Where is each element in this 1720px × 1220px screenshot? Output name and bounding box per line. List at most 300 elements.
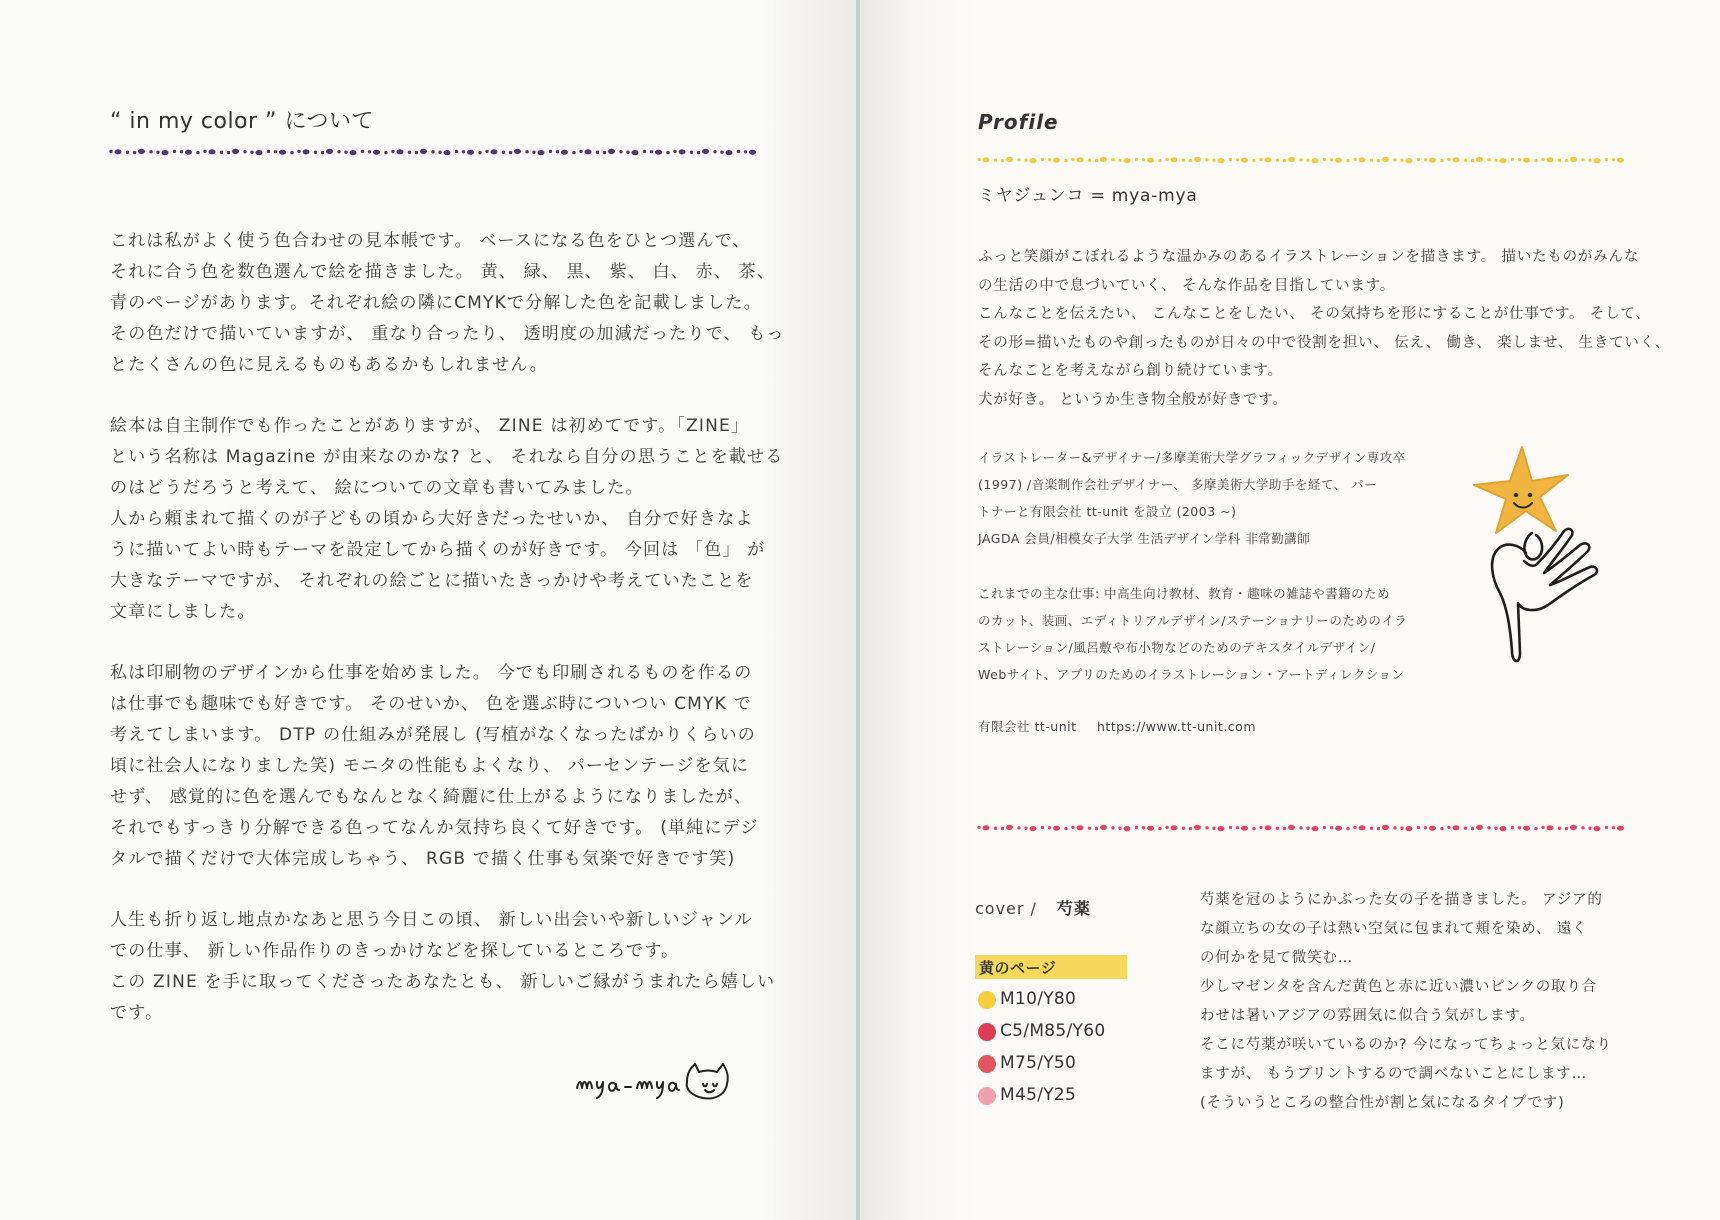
divider-dot — [467, 150, 474, 155]
divider-dot — [1570, 157, 1577, 162]
divider-dot — [1617, 158, 1624, 163]
divider-dot — [1453, 825, 1460, 830]
divider-dot — [1541, 158, 1544, 161]
divider-dot — [1417, 158, 1420, 161]
divider-dot — [133, 151, 136, 154]
divider-dot — [1236, 158, 1239, 161]
divider-dot — [1142, 826, 1145, 829]
divider-dot — [1424, 826, 1427, 829]
divider-dot — [1205, 158, 1208, 161]
divider-dot — [538, 150, 545, 155]
divider-dot — [1135, 826, 1138, 829]
divider-dot — [1241, 158, 1248, 163]
divider-dot — [585, 149, 592, 154]
divider-dot — [1017, 826, 1020, 829]
divider-dot — [1464, 159, 1467, 162]
text-line: での仕事、 新しい作品作りのきっかけなどを探しているところです。 — [110, 941, 680, 961]
divider-dot — [1265, 157, 1272, 162]
divider-dot — [267, 150, 270, 153]
divider-dot — [697, 151, 700, 154]
divider-dot — [1393, 826, 1396, 829]
divider-dot — [1189, 159, 1192, 162]
divider-dot — [556, 150, 559, 153]
divider-dot — [1335, 826, 1342, 831]
swatch-label: M75/Y50 — [1000, 1053, 1077, 1073]
divider-dot — [603, 151, 606, 154]
text-line: ますが、 もうプリントするので調べないことにします… — [1200, 1066, 1587, 1082]
divider-dot — [1071, 826, 1074, 829]
divider-dot — [1283, 827, 1286, 830]
divider-dot — [1500, 158, 1507, 163]
text-line: のカット、装画、エディトリアルデザイン/ステーショナリーのためのイラ — [978, 613, 1408, 628]
divider-dot — [227, 151, 230, 154]
essay-paragraph-2 — [110, 411, 784, 628]
divider-dot — [1095, 827, 1098, 830]
divider-dot — [478, 151, 481, 154]
company-info — [978, 717, 1256, 735]
divider-dot — [1088, 159, 1091, 162]
divider-dot — [679, 149, 686, 154]
divider-dot — [444, 150, 451, 155]
divider-dot — [994, 159, 997, 162]
divider-dot — [1359, 825, 1366, 830]
divider-dot — [514, 149, 521, 154]
divider-dot — [1382, 157, 1389, 162]
divider-dot — [408, 151, 411, 154]
divider-dot — [485, 150, 488, 153]
divider-dot — [713, 150, 716, 153]
divider-dot — [1429, 158, 1436, 163]
text-line: (そういうところの整合性が割と気になるタイプです) — [1200, 1095, 1565, 1111]
company-url-link[interactable]: https://www.tt-unit.com — [1097, 719, 1257, 734]
divider-dot — [361, 150, 364, 153]
divider-dot — [196, 151, 199, 154]
divider-dot — [1095, 159, 1098, 162]
divider-dot — [203, 150, 206, 153]
divider-dot — [1547, 157, 1554, 162]
divider-dot — [274, 150, 277, 153]
text-line: 犬が好き。 というか生き物全般が好きです。 — [978, 391, 1288, 408]
swatch-dot-icon — [978, 1055, 996, 1073]
divider-dot — [1229, 826, 1232, 829]
divider-dot — [619, 150, 622, 153]
text-line: うに描いてよい時もテーマを設定してから描くのが好きです。 今回は 「色」 が — [110, 540, 766, 560]
text-line: この ZINE を手に取ってくださったあなたとも、 新しいご縁がうまれたら嬉しい — [110, 972, 776, 992]
text-line: の何かを見て微笑む… — [1200, 950, 1353, 966]
divider-dot — [1306, 159, 1309, 162]
divider-dot — [983, 825, 990, 830]
divider-dot — [1077, 825, 1084, 830]
essay-body — [110, 226, 785, 1059]
divider-dot — [1283, 159, 1286, 162]
divider-dot — [977, 158, 980, 161]
divider-dot — [209, 149, 216, 154]
divider-dot — [1500, 826, 1507, 831]
divider-dot — [290, 151, 293, 154]
left-page — [0, 0, 858, 1220]
text-line: ふっと笑顔がこぼれるような温かみのあるイラストレーションを描きます。 描いたものがみんな — [978, 249, 1640, 265]
divider-dot — [1182, 827, 1185, 830]
author-name: ミヤジュンコ = mya-mya — [978, 186, 1198, 206]
divider-dot — [1534, 159, 1537, 162]
divider-dot — [1276, 827, 1279, 830]
divider-dot — [1124, 826, 1131, 831]
divider-dot — [702, 149, 709, 154]
divider-dot — [1400, 827, 1403, 830]
divider-dot — [321, 151, 324, 154]
divider-dot — [1346, 159, 1349, 162]
divider-dot — [1417, 826, 1420, 829]
divider-dot — [1440, 159, 1443, 162]
divider-dot — [109, 150, 112, 153]
text-line: 少しマゼンタを含んだ黄色と赤に近い濃いピンクの取り合 — [1200, 979, 1597, 995]
text-line: 人から頼まれて描くのが子どもの頃から大好きだったせいか、 自分で好きなよ — [110, 509, 754, 529]
divider-dot — [561, 150, 568, 155]
divider-dot — [1594, 826, 1601, 831]
swatch-dot-icon — [978, 1087, 996, 1105]
text-line: トナーと有限会社 tt-unit を設立 (2003 ~) — [978, 504, 1237, 519]
text-line: 考えてしまいます。 DTP の仕組みが発展し (写植がなくなったばかりくらいの — [110, 725, 757, 745]
divider-dot — [1335, 158, 1342, 163]
divider-dot — [549, 150, 552, 153]
divider-dot — [1440, 827, 1443, 830]
text-line: Webサイト、アプリのためのイラストレーション・アートディレクション — [978, 667, 1405, 682]
divider-dot — [1476, 825, 1483, 830]
divider-dot — [115, 149, 122, 154]
cover-description — [1200, 886, 1620, 1118]
divider-dot — [1229, 158, 1232, 161]
text-line: は仕事でも趣味でも好きです。 そのせいか、 色を選ぶ時についつい CMYK で — [110, 694, 752, 714]
divider-dot — [1447, 826, 1450, 829]
divider-dot — [384, 151, 387, 154]
divider-dot — [256, 150, 263, 155]
divider-dot — [350, 150, 357, 155]
cover-flower-name: 芍薬 — [1056, 899, 1091, 918]
divider-dot — [1111, 158, 1114, 161]
divider-dot — [1581, 158, 1584, 161]
divider-dot — [744, 150, 747, 153]
divider-dot — [1165, 826, 1168, 829]
divider-dot — [1323, 158, 1326, 161]
divider-dot — [1165, 158, 1168, 161]
divider-dot — [1064, 159, 1067, 162]
divider-dot — [509, 151, 512, 154]
divider-dot — [1518, 158, 1521, 161]
page-tag-label: 黄のページ — [979, 959, 1057, 977]
divider-dot — [1147, 826, 1154, 831]
divider-dot — [1124, 158, 1131, 163]
divider-dot — [1558, 159, 1561, 162]
divider-dot — [303, 149, 310, 154]
divider-dot — [1523, 826, 1530, 831]
divider-dot — [1377, 159, 1380, 162]
divider-dot — [279, 150, 286, 155]
divider-dot — [1393, 158, 1396, 161]
divider-dot — [1006, 825, 1013, 830]
text-line: (1997) /音楽制作会社デザイナー、 多摩美術大学助手を経て、 パー — [978, 477, 1378, 492]
divider-dot — [326, 149, 333, 154]
swatch-label: C5/M85/Y60 — [1000, 1021, 1106, 1041]
divider-dot — [314, 151, 317, 154]
divider-dot — [626, 151, 629, 154]
profile-intro — [978, 243, 1671, 415]
divider-dot — [572, 151, 575, 154]
divider-dot — [1259, 158, 1262, 161]
divider-dot — [1534, 827, 1537, 830]
divider-dot — [1617, 826, 1624, 831]
text-line: のはどうだろうと考えて、 絵についての文章も書いてみました。 — [110, 478, 644, 498]
divider-dot — [1100, 825, 1107, 830]
text-line: です。 — [110, 1003, 164, 1023]
divider-dot — [977, 826, 980, 829]
divider-dot — [462, 150, 465, 153]
divider-dot — [373, 150, 380, 155]
text-line: イラストレーター&デザイナー/多摩美術大学グラフィックデザイン専攻卒 — [978, 450, 1406, 465]
divider-dot — [1048, 826, 1051, 829]
divider-dot — [1424, 158, 1427, 161]
divider-dot — [994, 827, 997, 830]
divider-dot — [643, 150, 646, 153]
divider-dot — [1494, 159, 1497, 162]
divider-dot — [1048, 158, 1051, 161]
essay-paragraph-4 — [110, 905, 776, 1029]
divider-dot — [243, 150, 246, 153]
divider-dot — [1001, 159, 1004, 162]
divider-dot — [250, 151, 253, 154]
divider-dot — [1276, 159, 1279, 162]
divider-dot — [1330, 826, 1333, 829]
text-line: 頃に社会人になりました笑) モニタの性能もよくなり、 パーセンテージを気に — [110, 756, 750, 776]
divider-dot — [180, 150, 183, 153]
dotted-divider-red — [976, 823, 1624, 833]
cover-heading — [975, 896, 1091, 919]
text-line: 絵本は自主制作でも作ったことがありますが、 ZINE は初めてです。「ZINE」 — [110, 416, 750, 436]
divider-dot — [1194, 825, 1201, 830]
text-line: 私は印刷物のデザインから仕事を始めました。 今でも印刷されるものを作るの — [110, 663, 753, 683]
divider-dot — [1565, 827, 1568, 830]
divider-dot — [1594, 158, 1601, 163]
divider-dot — [491, 149, 498, 154]
divider-dot — [1487, 826, 1490, 829]
divider-dot — [1252, 827, 1255, 830]
divider-dot — [1194, 157, 1201, 162]
divider-dot — [1218, 158, 1225, 163]
divider-dot — [1205, 826, 1208, 829]
divider-dot — [1100, 157, 1107, 162]
text-line: その色だけで描いていますが、 重なり合ったり、 透明度の加減だったりで、 もっ — [110, 324, 785, 344]
divider-dot — [632, 150, 639, 155]
text-line: そんなことを考えながら創り続けています。 — [978, 363, 1283, 380]
divider-dot — [1024, 159, 1027, 162]
divider-dot — [397, 149, 404, 154]
divider-dot — [391, 150, 394, 153]
divider-dot — [415, 151, 418, 154]
divider-dot — [1053, 826, 1060, 831]
career-history — [978, 444, 1448, 552]
divider-dot — [1118, 159, 1121, 162]
divider-dot — [1241, 826, 1248, 831]
page-title-in-my-color: “ in my color ” について — [110, 109, 374, 134]
divider-dot — [156, 151, 159, 154]
dotted-divider-purple — [108, 147, 758, 157]
divider-dot — [1377, 827, 1380, 830]
swatch-dot-icon — [978, 991, 996, 1009]
divider-dot — [1429, 826, 1436, 831]
divider-dot — [1353, 826, 1356, 829]
divider-dot — [749, 150, 756, 155]
profile-title: Profile — [978, 110, 1059, 134]
divider-dot — [1030, 158, 1037, 163]
dotted-divider-yellow — [976, 155, 1624, 165]
divider-dot — [1077, 157, 1084, 162]
divider-dot — [1171, 157, 1178, 162]
divider-dot — [650, 150, 653, 153]
text-line: 大きなテーマですが、 それぞれの絵ごとに描いたきっかけや考えていたことを — [110, 571, 754, 591]
divider-dot — [1605, 826, 1608, 829]
divider-dot — [1471, 827, 1474, 830]
divider-dot — [1111, 826, 1114, 829]
divider-dot — [1259, 826, 1262, 829]
swatch-label: M10/Y80 — [1000, 989, 1077, 1009]
divider-dot — [1570, 825, 1577, 830]
divider-dot — [579, 150, 582, 153]
divider-dot — [1236, 826, 1239, 829]
divider-dot — [1330, 158, 1333, 161]
divider-dot — [655, 150, 662, 155]
company-name: 有限会社 tt-unit — [978, 719, 1077, 734]
divider-dot — [1158, 827, 1161, 830]
divider-dot — [1588, 159, 1591, 162]
divider-dot — [596, 151, 599, 154]
divider-dot — [1017, 158, 1020, 161]
divider-dot — [1088, 827, 1091, 830]
divider-dot — [1323, 826, 1326, 829]
divider-dot — [1189, 827, 1192, 830]
essay-paragraph-1 — [110, 226, 785, 381]
divider-dot — [1487, 158, 1490, 161]
text-line: それでもすっきり分解できる色ってなんか気持ち良くて好きです。 (単純にデジ — [110, 818, 759, 838]
divider-dot — [532, 151, 535, 154]
divider-dot — [1353, 158, 1356, 161]
text-line: こんなことを伝えたい、 こんなことをしたい、 その気持ちを形にすることが仕事です。 そして、 — [978, 306, 1651, 323]
text-line: の生活の中で息づいていく、 そんな作品を目指しています。 — [978, 277, 1396, 294]
divider-dot — [126, 151, 129, 154]
divider-dot — [525, 150, 528, 153]
divider-dot — [1288, 825, 1295, 830]
divider-dot — [1346, 827, 1349, 830]
divider-dot — [297, 150, 300, 153]
divider-dot — [173, 150, 176, 153]
divider-dot — [1541, 826, 1544, 829]
text-line: とたくさんの色に見えるものもあるかもしれません。 — [110, 355, 548, 375]
divider-dot — [502, 151, 505, 154]
divider-dot — [1312, 826, 1319, 831]
divider-dot — [983, 157, 990, 162]
divider-dot — [720, 151, 723, 154]
text-line: そこに芍薬が咲いているのか? 今になってちょっと気になり — [1200, 1037, 1612, 1053]
divider-dot — [1523, 158, 1530, 163]
text-line: これまでの主な仕事: 中高生向け教材、教育・趣味の雑誌や書籍のため — [978, 586, 1391, 601]
divider-dot — [1041, 158, 1044, 161]
cover-separator: / — [1030, 899, 1037, 918]
divider-dot — [1558, 827, 1561, 830]
text-line: な顔立ちの女の子は熱い空気に包まれて頬を染め、 遠く — [1200, 921, 1588, 937]
divider-dot — [1605, 158, 1608, 161]
divider-dot — [149, 150, 152, 153]
text-line: その形=描いたものや創ったものが日々の中で役割を担い、 伝え、 働き、 楽しませ、 生きていく、 — [978, 334, 1671, 351]
divider-dot — [1182, 159, 1185, 162]
divider-dot — [1588, 827, 1591, 830]
divider-dot — [1006, 157, 1013, 162]
divider-dot — [1053, 158, 1060, 163]
text-line: せず、 感覚的に色を選んでもなんとなく綺麗に仕上がるようになりましたが、 — [110, 787, 753, 807]
divider-dot — [1406, 158, 1413, 163]
divider-dot — [1464, 827, 1467, 830]
divider-dot — [162, 150, 169, 155]
divider-dot — [1306, 827, 1309, 830]
divider-dot — [1471, 159, 1474, 162]
divider-dot — [1299, 826, 1302, 829]
divider-dot — [185, 150, 192, 155]
divider-dot — [1382, 825, 1389, 830]
divider-dot — [1612, 826, 1615, 829]
divider-dot — [1265, 825, 1272, 830]
divider-dot — [1511, 826, 1514, 829]
divider-dot — [1158, 159, 1161, 162]
swatch-dot-icon — [978, 1023, 996, 1041]
cover-label: cover — [975, 899, 1025, 918]
divider-dot — [138, 149, 145, 154]
text-line: タルで描くだけで大体完成しちゃう、 RGB で描く仕事も気楽で好きです笑) — [110, 849, 736, 869]
divider-dot — [232, 149, 239, 154]
divider-dot — [431, 150, 434, 153]
divider-dot — [1511, 158, 1514, 161]
divider-dot — [1406, 826, 1413, 831]
divider-dot — [1288, 157, 1295, 162]
divider-dot — [1547, 825, 1554, 830]
divider-dot — [1453, 157, 1460, 162]
divider-dot — [1581, 826, 1584, 829]
divider-dot — [1612, 158, 1615, 161]
divider-dot — [1370, 159, 1373, 162]
text-line: JAGDA 会員/相模女子大学 生活デザイン学科 非常勤講師 — [978, 531, 1311, 546]
divider-dot — [1024, 827, 1027, 830]
mya-mya-signature-icon — [575, 1058, 741, 1102]
text-line: 青のページがあります。それぞれ絵の隣にCMYKで分解した色を記載しました。 — [110, 293, 762, 313]
text-line: ストレーション/風呂敷や布小物などのためのテキスタイルデザイン/ — [978, 640, 1376, 655]
divider-dot — [1476, 157, 1483, 162]
divider-dot — [1064, 827, 1067, 830]
divider-dot — [1400, 159, 1403, 162]
star-hand-illustration-icon — [1470, 445, 1620, 670]
divider-dot — [337, 150, 340, 153]
divider-dot — [420, 149, 427, 154]
divider-dot — [368, 150, 371, 153]
divider-dot — [1359, 157, 1366, 162]
divider-dot — [1135, 158, 1138, 161]
yellow-page-tag — [975, 955, 1127, 979]
divider-dot — [1212, 827, 1215, 830]
divider-dot — [1518, 826, 1521, 829]
divider-dot — [726, 150, 733, 155]
divider-dot — [1030, 826, 1037, 831]
divider-dot — [1218, 826, 1225, 831]
divider-dot — [1041, 826, 1044, 829]
divider-dot — [1071, 158, 1074, 161]
divider-dot — [1370, 827, 1373, 830]
divider-dot — [1147, 158, 1154, 163]
divider-dot — [1312, 158, 1319, 163]
